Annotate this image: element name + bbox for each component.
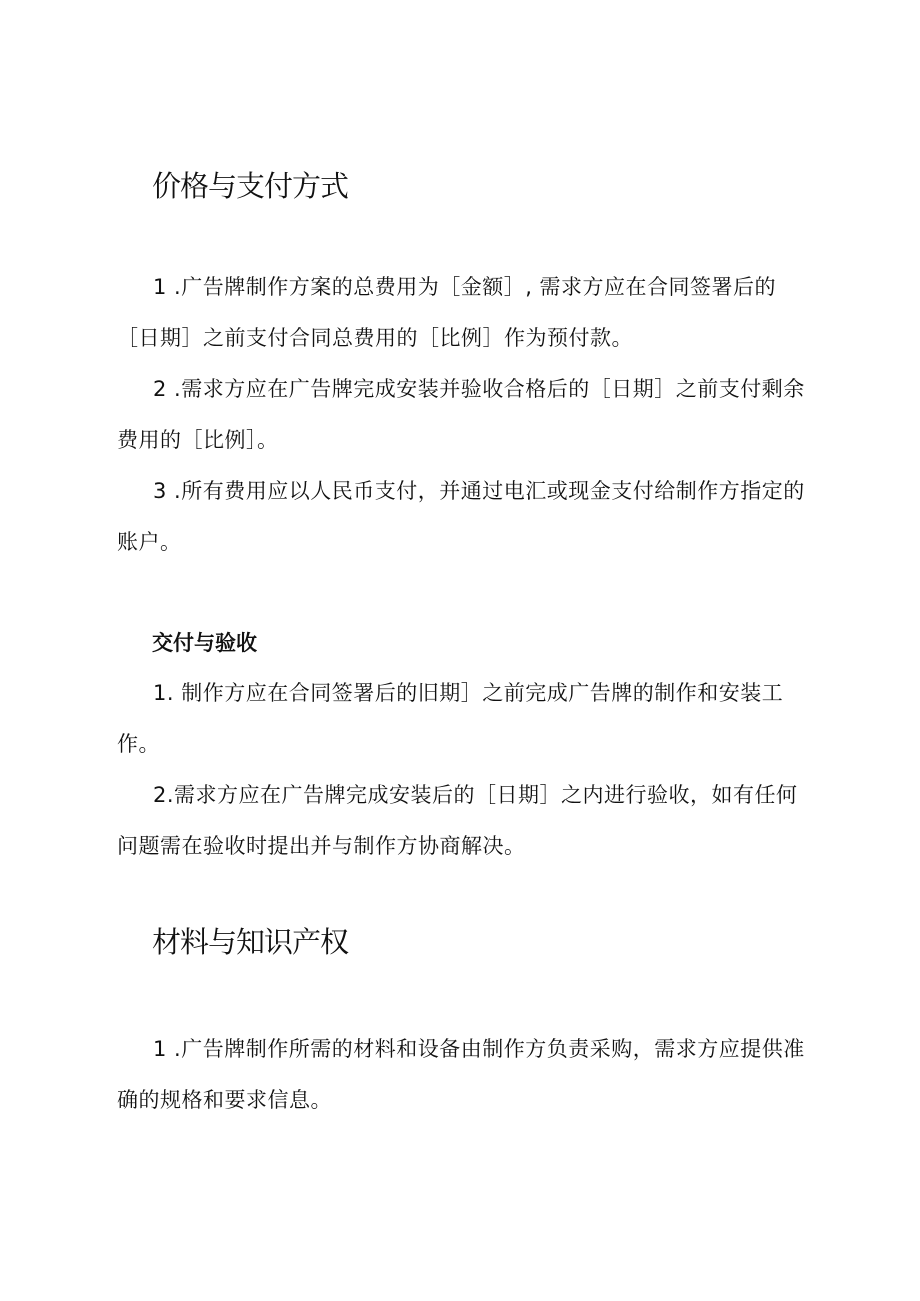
- section-title-delivery: 交付与验收: [152, 631, 257, 655]
- payment-item-1: 1 .广告牌制作方案的总费用为［金额］, 需求方应在合同签署后的［日期］之前支付合同总费用的［比例］作为预付款。: [117, 275, 777, 350]
- materials-item-1: 1 .广告牌制作所需的材料和设备由制作方负责采购，需求方应提供准确的规格和要求信息。: [117, 1037, 805, 1112]
- delivery-item-1: 1. 制作方应在合同签署后的旧期］之前完成广告牌的制作和安装工作。: [117, 681, 784, 756]
- payment-item-2: 2 .需求方应在广告牌完成安装并验收合格后的［日期］之前支付剩余费用的［比例］。: [117, 377, 805, 452]
- section-title-materials: 材料与知识产权: [152, 925, 349, 959]
- section-title-payment: 价格与支付方式: [152, 169, 349, 203]
- delivery-item-2: 2.需求方应在广告牌完成安装后的［日期］之内进行验收，如有任何问题需在验收时提出并与制作方协商解决。: [117, 783, 798, 858]
- payment-item-3: 3 .所有费用应以人民币支付，并通过电汇或现金支付给制作方指定的账户。: [117, 479, 805, 554]
